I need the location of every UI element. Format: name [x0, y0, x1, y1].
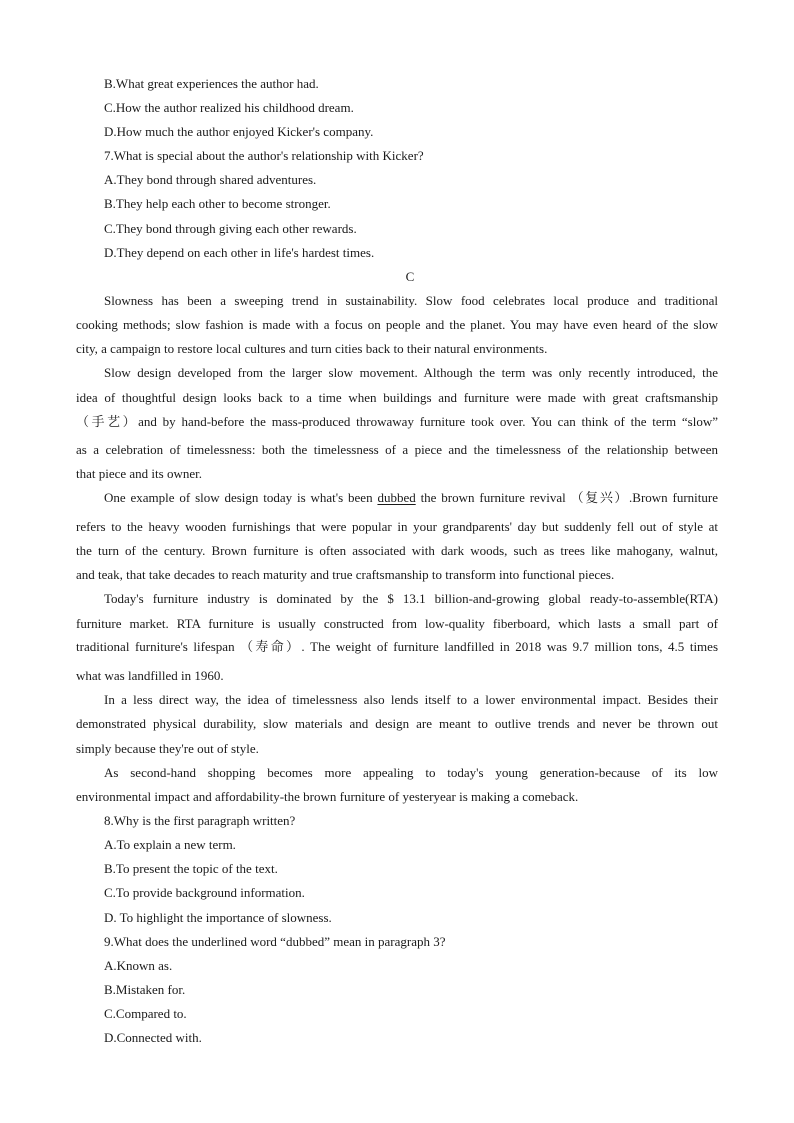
p5-line-3: simply because they're out of style.: [76, 741, 259, 756]
q9-option-b: B.Mistaken for.: [104, 982, 186, 997]
q9-option-c: C.Compared to.: [104, 1006, 187, 1021]
p1-line-1: Slowness has been a sweeping trend in sustainability. Slow food celebrates local produce and traditional: [104, 293, 718, 308]
q7-option-c: C.They bond through giving each other rewards.: [104, 221, 357, 236]
q8-stem: 8.Why is the first paragraph written?: [104, 813, 296, 828]
q8-option-b: B.To present the topic of the text.: [104, 861, 278, 876]
q9-stem: 9.What does the underlined word “dubbed” mean in paragraph 3?: [104, 934, 446, 949]
p2-line-3: （手艺）and by hand-before the mass-produced throwaway furniture took over. You can think of the term “slow”: [76, 414, 718, 429]
p5-line-1: In a less direct way, the idea of timelessness also lends itself to a lower environmental impact. Besides their: [104, 692, 718, 707]
p3-line-2: refers to the heavy wooden furnishings that were popular in your grandparents' day but suddenly fell out of style at: [76, 519, 718, 534]
q8-option-d: D. To highlight the importance of slowness.: [104, 910, 332, 925]
underlined-word-dubbed: dubbed: [377, 490, 416, 505]
q9-option-a: A.Known as.: [104, 958, 173, 973]
p2-line-2: idea of thoughtful design looks back to a time when buildings and furniture were made with great craftsmanship: [76, 390, 718, 405]
p6-line-2: environmental impact and affordability-the brown furniture of yesteryear is making a comeback.: [76, 789, 579, 804]
q6-option-b: B.What great experiences the author had.: [104, 76, 319, 91]
p3-line-4: and teak, that take decades to reach maturity and true craftsmanship to transform into functional pieces.: [76, 567, 615, 582]
section-title: C: [405, 269, 415, 284]
p3-text-before: One example of slow design today is what's been: [104, 490, 378, 505]
p4-line-3: traditional furniture's lifespan （寿命）. The weight of furniture landfilled in 2018 was 9.7 million tons, 4.5 times: [76, 639, 718, 654]
q7-option-d: D.They depend on each other in life's hardest times.: [104, 245, 375, 260]
p6-line-1: As second-hand shopping becomes more appealing to today's young generation-because of its low: [104, 765, 718, 780]
p4-line-2: furniture market. RTA furniture is usually constructed from low-quality fiberboard, which lasts a small part of: [76, 616, 718, 631]
p2-line-5: that piece and its owner.: [76, 466, 202, 481]
q8-option-c: C.To provide background information.: [104, 885, 305, 900]
p3-line-1: [104, 490, 718, 506]
q9-option-d: D.Connected with.: [104, 1030, 202, 1045]
q8-option-a: A.To explain a new term.: [104, 837, 236, 852]
p3-text-after: the brown furniture revival （复兴）.Brown furniture: [415, 490, 718, 505]
q6-option-d: D.How much the author enjoyed Kicker's company.: [104, 124, 374, 139]
q7-option-a: A.They bond through shared adventures.: [104, 172, 317, 187]
p1-line-2: cooking methods; slow fashion is made with a focus on people and the planet. You may have even heard of the slow: [76, 317, 718, 332]
p4-line-4: what was landfilled in 1960.: [76, 668, 224, 683]
p5-line-2: demonstrated physical durability, slow materials and design are meant to outlive trends and never be thrown out: [76, 716, 718, 731]
p2-line-4: as a celebration of timelessness: both the timelessness of a piece and the timelessness of the relationship between: [76, 442, 718, 457]
q7-option-b: B.They help each other to become stronger.: [104, 196, 331, 211]
q6-option-c: C.How the author realized his childhood dream.: [104, 100, 354, 115]
p1-line-3: city, a campaign to restore local cultures and turn cities back to their natural environments.: [76, 341, 548, 356]
p4-line-1: Today's furniture industry is dominated by the $ 13.1 billion-and-growing global ready-to-assemble(RTA): [104, 591, 718, 606]
q7-stem: 7.What is special about the author's relationship with Kicker?: [104, 148, 424, 163]
p2-line-1: Slow design developed from the larger slow movement. Although the term was only recently introduced, the: [104, 365, 718, 380]
p3-line-3: the turn of the century. Brown furniture is often associated with dark woods, such as trees like mahogany, walnut,: [76, 543, 718, 558]
